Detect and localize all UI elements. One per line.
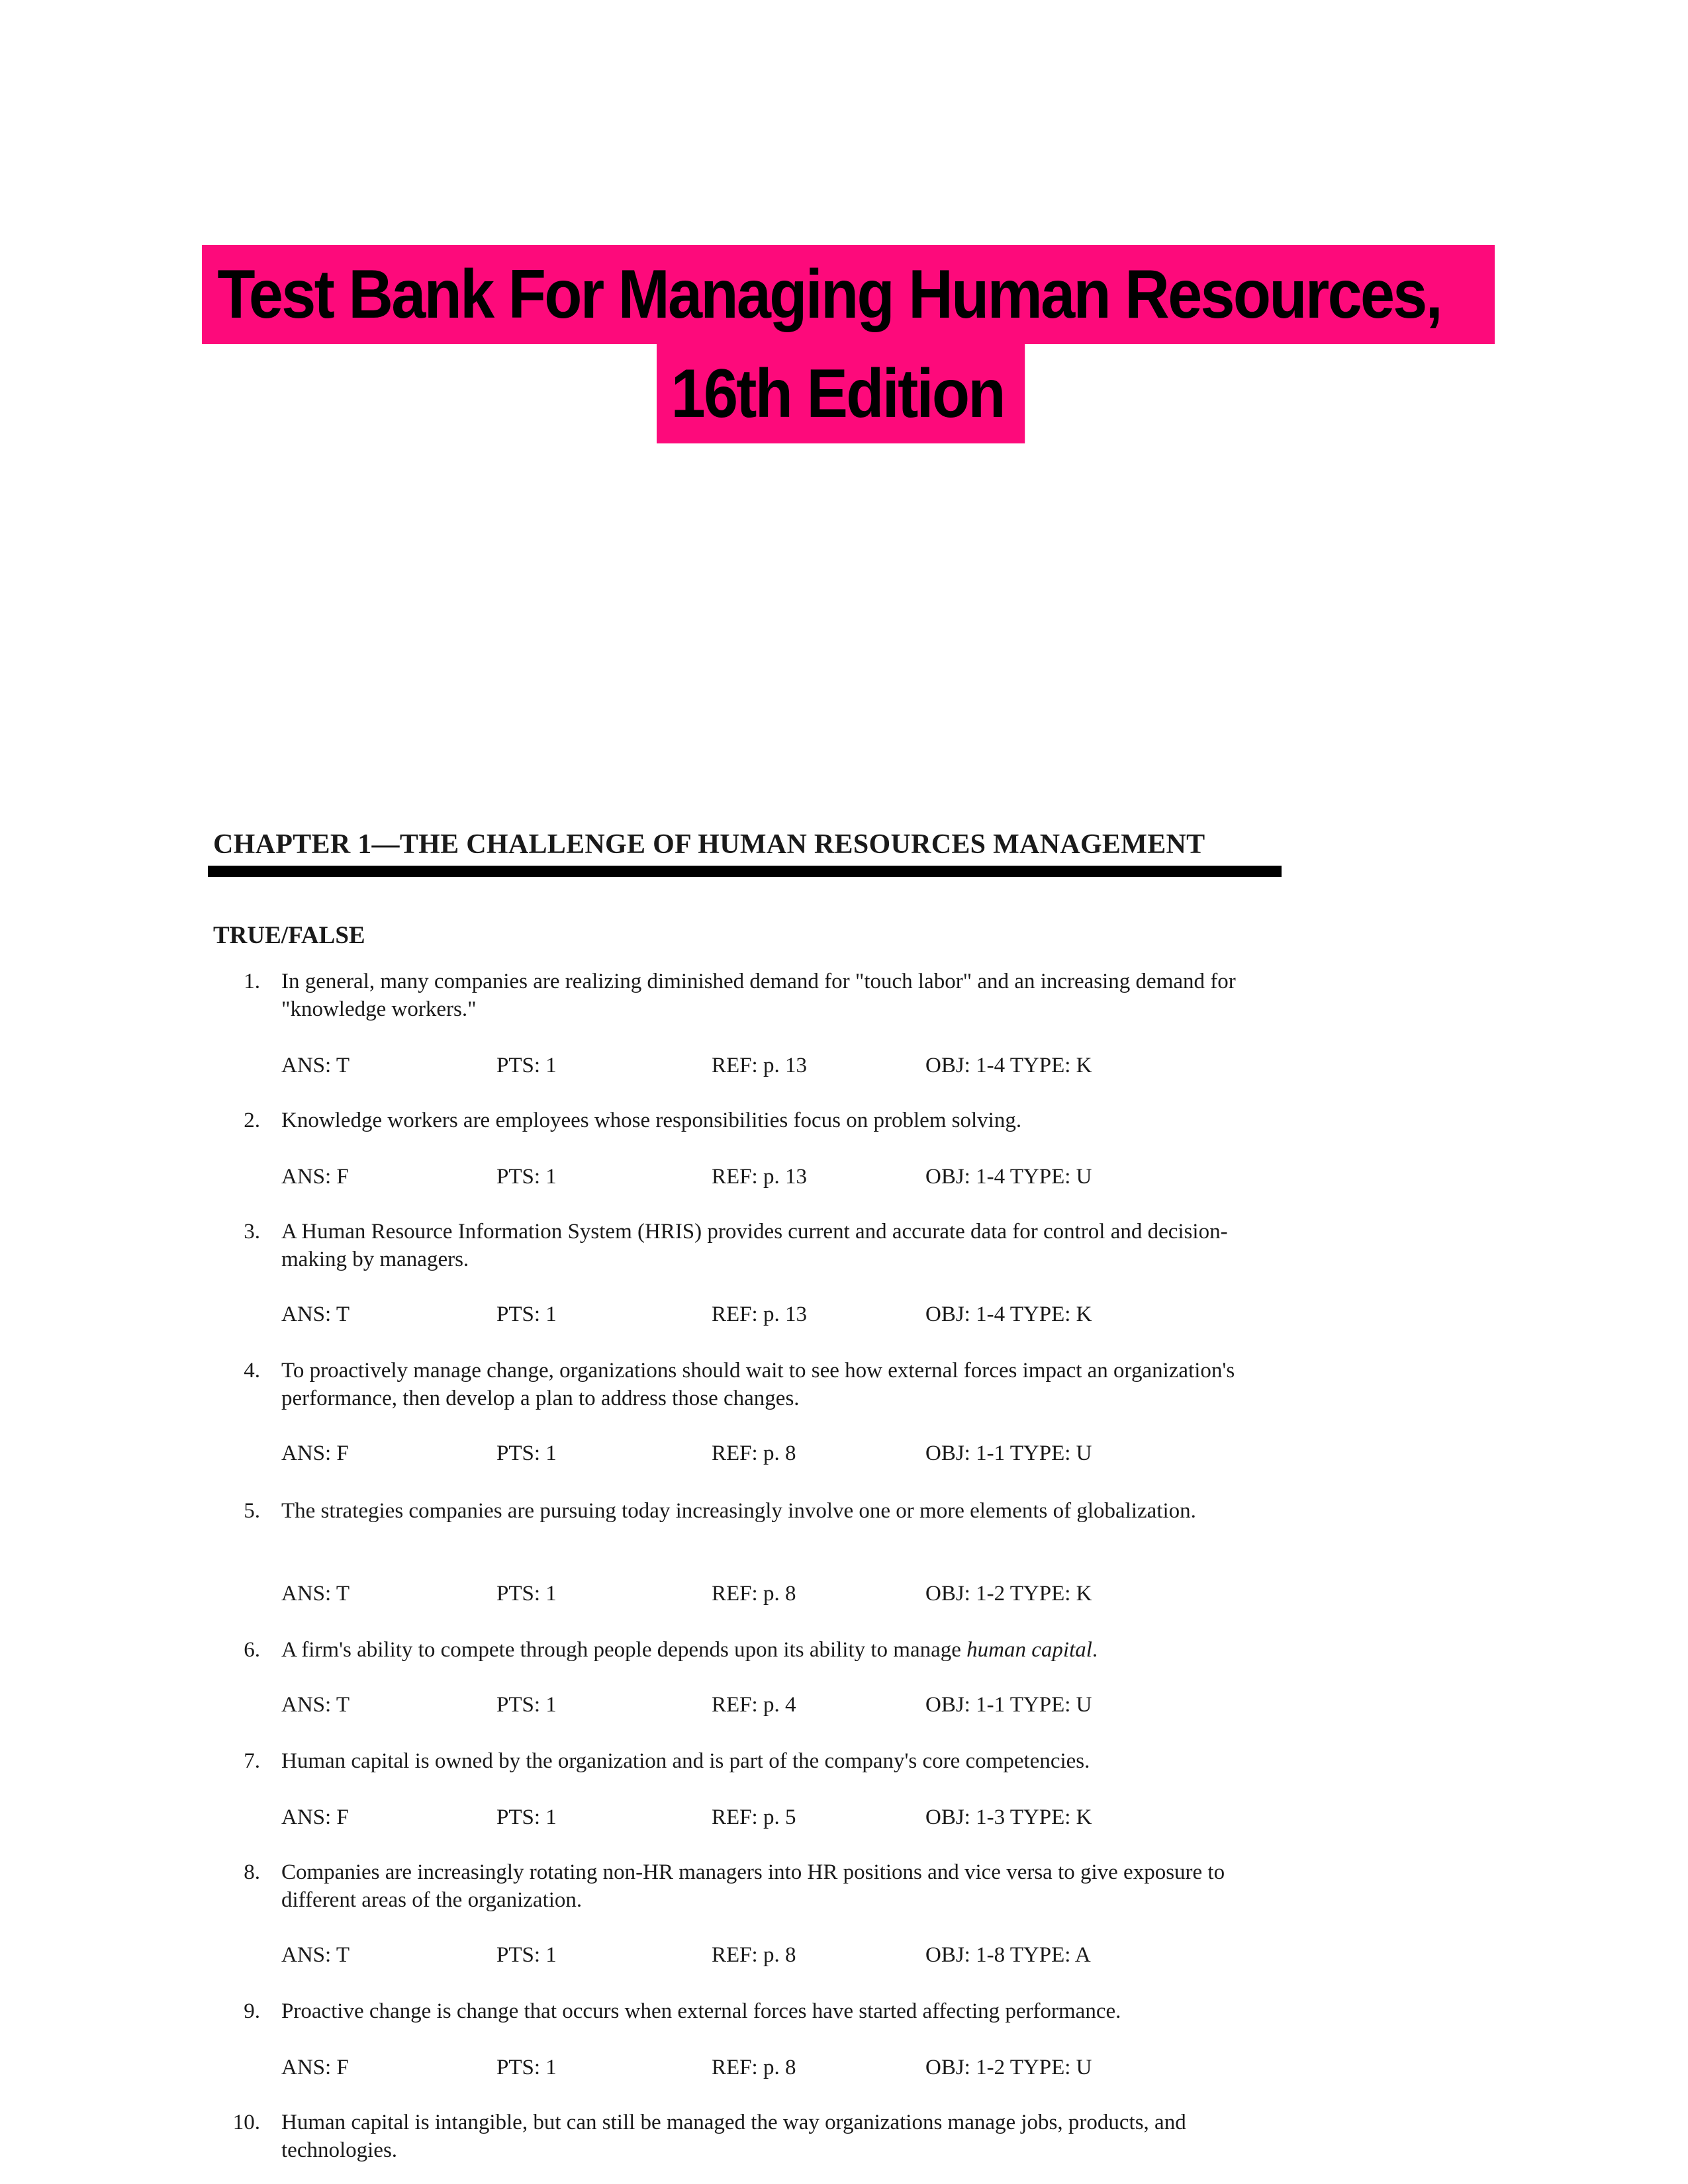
objective-value: OBJ: 1-3 TYPE: K <box>925 1805 1092 1829</box>
reference-value: REF: p. 5 <box>712 1805 796 1829</box>
objective-value: OBJ: 1-4 TYPE: U <box>925 1165 1092 1189</box>
objective-value: OBJ: 1-2 TYPE: K <box>925 1582 1092 1606</box>
chapter-heading: CHAPTER 1—THE CHALLENGE OF HUMAN RESOURCES MANAGEMENT <box>213 829 1205 860</box>
objective-value: OBJ: 1-4 TYPE: K <box>925 1302 1092 1326</box>
question-number: 4. <box>244 1359 260 1383</box>
answer-value: ANS: F <box>281 1165 349 1189</box>
question-number: 8. <box>244 1860 260 1884</box>
question-text: A Human Resource Information System (HRIS) provides current and accurate data for control and decision-making by managers. <box>281 1220 1228 1271</box>
reference-value: REF: p. 8 <box>712 1582 796 1606</box>
reference-value: REF: p. 8 <box>712 1943 796 1967</box>
reference-value: REF: p. 4 <box>712 1693 796 1717</box>
question-text: In general, many companies are realizing diminished demand for "touch labor" and an increasing demand for "knowledge workers." <box>281 970 1236 1021</box>
answer-value: ANS: T <box>281 1693 350 1717</box>
objective-value: OBJ: 1-2 TYPE: U <box>925 2056 1092 2079</box>
question-number: 6. <box>244 1638 260 1662</box>
question-number: 10. <box>232 2111 260 2134</box>
points-value: PTS: 1 <box>496 1165 557 1189</box>
title-banner-line-2: 16th Edition <box>657 344 1025 443</box>
points-value: PTS: 1 <box>496 1943 557 1967</box>
section-heading: TRUE/FALSE <box>213 922 365 949</box>
question-text-part: A firm's ability to compete through people depends upon its ability to manage <box>281 1638 967 1662</box>
reference-value: REF: p. 13 <box>712 1302 807 1326</box>
question-text: Companies are increasingly rotating non-HR managers into HR positions and vice versa to give exposure to different areas of the organization. <box>281 1860 1225 1912</box>
question-text: Human capital is intangible, but can still be managed the way organizations manage jobs, products, and technologies. <box>281 2111 1186 2162</box>
reference-value: REF: p. 8 <box>712 2056 796 2079</box>
reference-value: REF: p. 13 <box>712 1054 807 1077</box>
answer-value: ANS: F <box>281 1805 349 1829</box>
points-value: PTS: 1 <box>496 2056 557 2079</box>
points-value: PTS: 1 <box>496 1441 557 1465</box>
question-text: The strategies companies are pursuing today increasingly involve one or more elements of globalization. <box>281 1499 1196 1523</box>
points-value: PTS: 1 <box>496 1693 557 1717</box>
objective-value: OBJ: 1-1 TYPE: U <box>925 1441 1092 1465</box>
question-number: 7. <box>244 1749 260 1773</box>
answer-value: ANS: T <box>281 1302 350 1326</box>
answer-value: ANS: T <box>281 1054 350 1077</box>
points-value: PTS: 1 <box>496 1582 557 1606</box>
question-text: Knowledge workers are employees whose responsibilities focus on problem solving. <box>281 1109 1022 1132</box>
question-number: 9. <box>244 1999 260 2023</box>
points-value: PTS: 1 <box>496 1302 557 1326</box>
question-number: 3. <box>244 1220 260 1244</box>
objective-value: OBJ: 1-4 TYPE: K <box>925 1054 1092 1077</box>
answer-value: ANS: F <box>281 1441 349 1465</box>
question-text: Proactive change is change that occurs when external forces have started affecting performance. <box>281 1999 1121 2023</box>
question-text-part: . <box>1092 1638 1098 1662</box>
question-text <box>281 1636 1281 1664</box>
reference-value: REF: p. 8 <box>712 1441 796 1465</box>
points-value: PTS: 1 <box>496 1054 557 1077</box>
question-text: To proactively manage change, organizations should wait to see how external forces impact an organization's performance, then develop a plan to address those changes. <box>281 1359 1235 1410</box>
question-number: 5. <box>244 1499 260 1523</box>
answer-value: ANS: T <box>281 1582 350 1606</box>
reference-value: REF: p. 13 <box>712 1165 807 1189</box>
answer-value: ANS: T <box>281 1943 350 1967</box>
points-value: PTS: 1 <box>496 1805 557 1829</box>
chapter-rule <box>208 866 1282 877</box>
question-number: 2. <box>244 1109 260 1132</box>
answer-value: ANS: F <box>281 2056 349 2079</box>
objective-value: OBJ: 1-1 TYPE: U <box>925 1693 1092 1717</box>
question-text: Human capital is owned by the organization and is part of the company's core competencies. <box>281 1749 1090 1773</box>
title-banner-line-1: Test Bank For Managing Human Resources, <box>202 245 1495 344</box>
objective-value: OBJ: 1-8 TYPE: A <box>925 1943 1091 1967</box>
question-number: 1. <box>244 970 260 993</box>
question-text-emphasis: human capital <box>966 1638 1092 1662</box>
